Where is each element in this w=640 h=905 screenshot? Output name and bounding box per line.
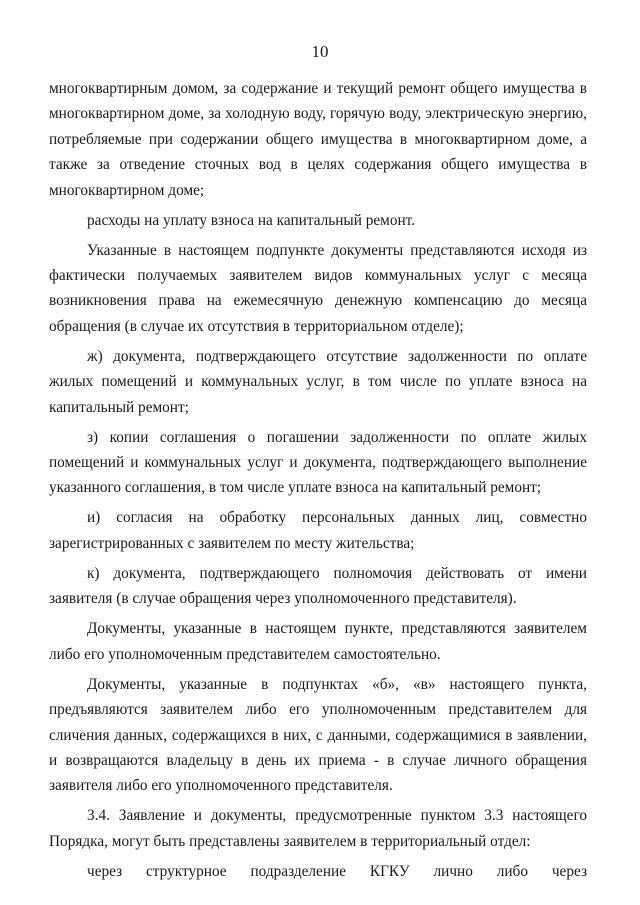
paragraph-truncated: через структурное подразделение КГКУ лично либо через (87, 862, 587, 880)
paragraph: расходы на уплату взноса на капитальный ремонт. (87, 211, 416, 229)
list-item-k: к) документа, подтверждающего полномочия действовать от имени заявителя (в случае обращения через уполномоченного представителя). (49, 564, 587, 608)
paragraph: Указанные в настоящем подпункте документы представляются исходя из фактически получаемых заявителем видов коммунальных услуг с месяца возникновения права на ежемесячную денежную компенсацию до месяца обращения (в случае их отсутствия в территориальном отделе); (49, 241, 587, 335)
section-3-4: 3.4. Заявление и документы, предусмотренные пунктом 3.3 настоящего Порядка, могут быть представлены заявителем в территориальный отдел: (49, 807, 587, 850)
paragraph: Документы, указанные в настоящем пункте, представляются заявителем либо его уполномоченным представителем самостоятельно. (49, 620, 587, 663)
paragraph-continued: многоквартирным домом, за содержание и текущий ремонт общего имущества в многоквартирном доме, за холодную воду, горячую воду, электрическую энергию, потребляемые при содержании общего имущества в многоквартирном доме, а также за отведение сточных вод в целях содержания общего имущества в многоквартирном доме; (49, 80, 587, 199)
list-item-z: з) копии соглашения о погашении задолженности по оплате жилых помещений и коммунальных услуг и документа, подтверждающего выполнение указанного соглашения, в том числе уплате взноса на капитальный ремонт; (49, 428, 587, 497)
paragraph: Документы, указанные в подпунктах «б», «в» настоящего пункта, предъявляются заявителем либо его уполномоченным представителем для сличения данных, содержащихся в них, с данными, содержащимися в заявлении, и возвращаются владельцу в день их приема - в случае личного обращения заявителя либо его уполномоченного представителя. (49, 675, 587, 795)
page-number: 10 (311, 42, 329, 61)
document-body (49, 76, 587, 884)
list-item-zh: ж) документа, подтверждающего отсутствие задолженности по оплате жилых помещений и коммунальных услуг, в том числе по уплате взноса на капитальный ремонт; (49, 347, 587, 416)
list-item-i: и) согласия на обработку персональных данных лиц, совместно зарегистрированных с заявителем по месту жительства; (49, 509, 587, 552)
